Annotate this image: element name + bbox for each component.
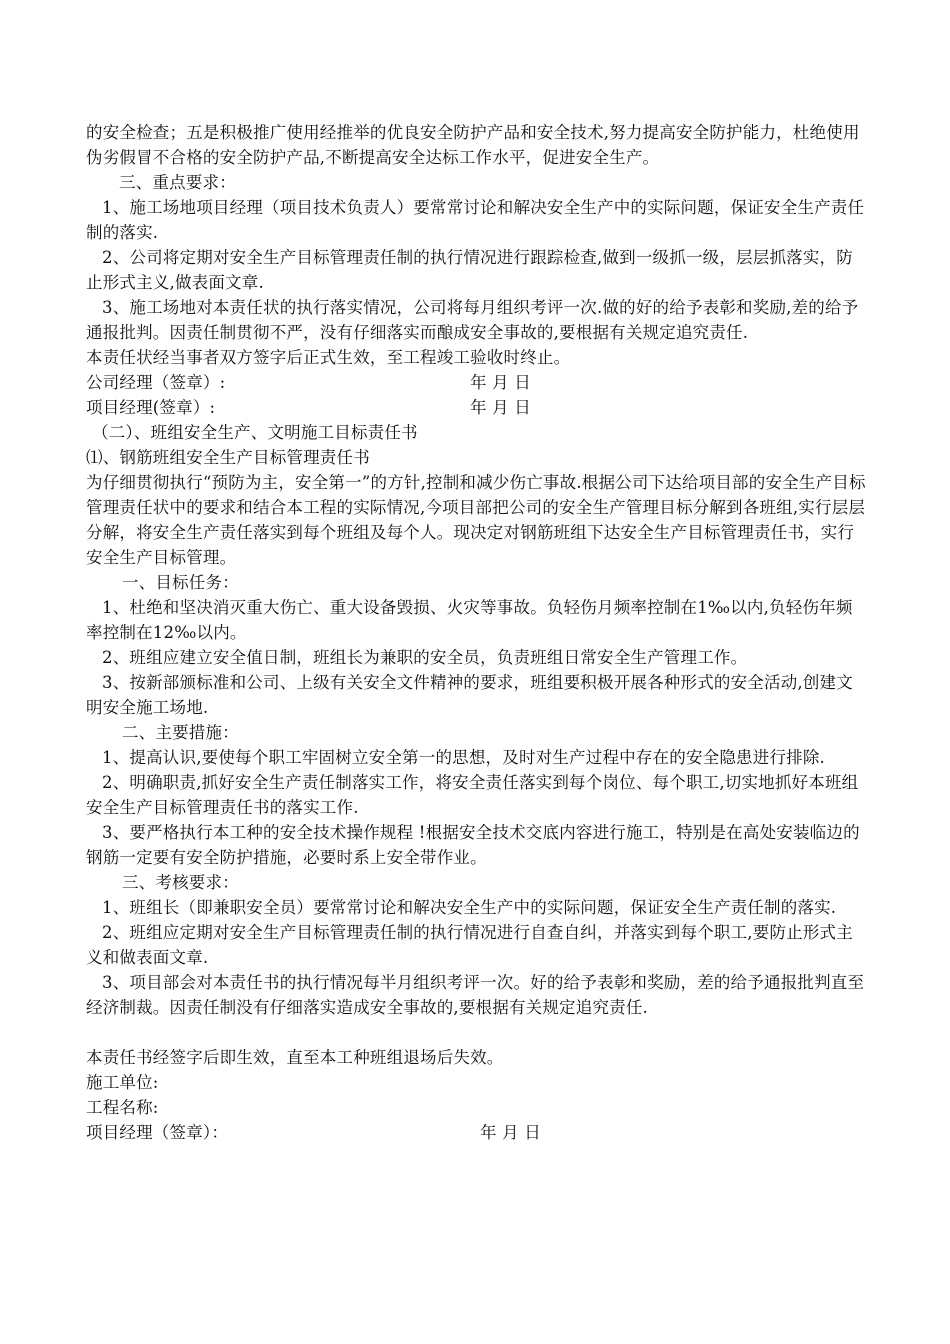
paragraph-measure-3: 3、要严格执行本工种的安全技术操作规程 !根据安全技术交底内容进行施工，特别是在高处安装临边的钢筋一定要有安全防护措施，必要时系上安全带作业。 — [86, 823, 860, 867]
signature-line-project-manager — [86, 395, 866, 420]
paragraph-safety-check-continued: 的安全检查；五是积极推广使用经推举的优良安全防护产品和安全技术,努力提高安全防护能力，杜绝使用伪劣假冒不合格的安全防护产品,不断提高安全达标工作水平，促进安全生产。 — [86, 123, 860, 167]
paragraph-measure-1: 1、提高认识,要使每个职工牢固树立安全第一的思想，及时对生产过程中存在的安全隐患进行排除. — [102, 748, 825, 767]
company-manager-signature-label: 公司经理（签章）: — [86, 373, 226, 392]
heading-assessment: 三、考核要求： — [122, 873, 239, 892]
project-name-label: 工程名称: — [86, 1098, 159, 1117]
heading-measures: 二、主要措施： — [122, 723, 239, 742]
subsection-heading-rebar-team: ⑴、钢筋班组安全生产目标管理责任书 — [86, 448, 370, 467]
paragraph-goal-3: 3、按新部颁标准和公司、上级有关安全文件精神的要求，班组要积极开展各种形式的安全活动,创建文明安全施工场地. — [86, 673, 853, 717]
signature-line-team-project-manager — [86, 1120, 866, 1145]
paragraph-requirement-1: 1、施工场地项目经理（项目技术负责人）要常常讨论和解决安全生产中的实际问题，保证安全生产责任制的落实. — [86, 198, 865, 242]
project-manager-signature-label: 项目经理(签章）: — [86, 398, 216, 417]
paragraph-measure-2: 2、明确职责,抓好安全生产责任制落实工作，将安全责任落实到每个岗位、每个职工,切实地抓好本班组安全生产目标管理责任书的落实工作. — [86, 773, 859, 817]
section-heading-team-responsibility: （二）、班组安全生产、文明施工目标责任书 — [92, 423, 418, 442]
paragraph-assessment-1: 1、班组长（即兼职安全员）要常常讨论和解决安全生产中的实际问题，保证安全生产责任制的落实. — [102, 898, 837, 917]
heading-key-requirements: 三、重点要求： — [119, 173, 236, 192]
document-body — [86, 120, 866, 1145]
paragraph-requirement-2: 2、公司将定期对安全生产目标管理责任制的执行情况进行跟踪检查,做到一级抓一级，层层抓落实，防止形式主义,做表面文章. — [86, 248, 853, 292]
paragraph-goal-2: 2、班组应建立安全值日制，班组长为兼职的安全员，负责班组日常安全生产管理工作。 — [102, 648, 748, 667]
paragraph-goal-1: 1、杜绝和坚决消灭重大伤亡、重大设备毁损、火灾等事故。负轻伤月频率控制在1‰以内,负轻伤年频率控制在12‰以内。 — [86, 598, 853, 642]
paragraph-assessment-3: 3、项目部会对本责任书的执行情况每半月组织考评一次。好的给予表彰和奖励，差的给予通报批判直至经济制裁。因责任制没有仔细落实造成安全事故的,要根据有关规定追究责任. — [86, 973, 865, 1017]
date-field: 年 月 日 — [470, 373, 531, 392]
date-field: 年 月 日 — [480, 1123, 541, 1142]
construction-unit-label: 施工单位: — [86, 1073, 159, 1092]
paragraph-team-effective-clause: 本责任书经签字后即生效，直至本工种班组退场后失效。 — [86, 1048, 504, 1067]
team-project-manager-signature-label: 项目经理（签章）： — [86, 1123, 229, 1142]
paragraph-assessment-2: 2、班组应定期对安全生产目标管理责任制的执行情况进行自查自纠，并落实到每个职工,要防止形式主义和做表面文章. — [86, 923, 853, 967]
blank-line — [86, 1020, 866, 1045]
heading-goals: 一、目标任务： — [122, 573, 239, 592]
paragraph-rebar-intro: 为仔细贯彻执行“预防为主，安全第一”的方针,控制和减少伤亡事故.根据公司下达给项目部的安全生产目标管理责任状中的要求和结合本工程的实际情况,今项目部把公司的安全生产管理目标分解到各班组,实行层层分解，将安全生产责任落实到每个班组及每个人。现决定对钢筋班组下达安全生产目标管理责任书，实行安全生产目标管理。 — [86, 473, 866, 567]
signature-line-company-manager — [86, 370, 866, 395]
date-field: 年 月 日 — [470, 398, 531, 417]
paragraph-effective-clause: 本责任状经当事者双方签字后正式生效，至工程竣工验收时终止。 — [86, 348, 571, 367]
paragraph-requirement-3: 3、施工场地对本责任状的执行落实情况，公司将每月组织考评一次.做的好的给予表彰和奖励,差的给予通报批判。因责任制贯彻不严，没有仔细落实而酿成安全事故的,要根据有关规定追究责任. — [86, 298, 859, 342]
